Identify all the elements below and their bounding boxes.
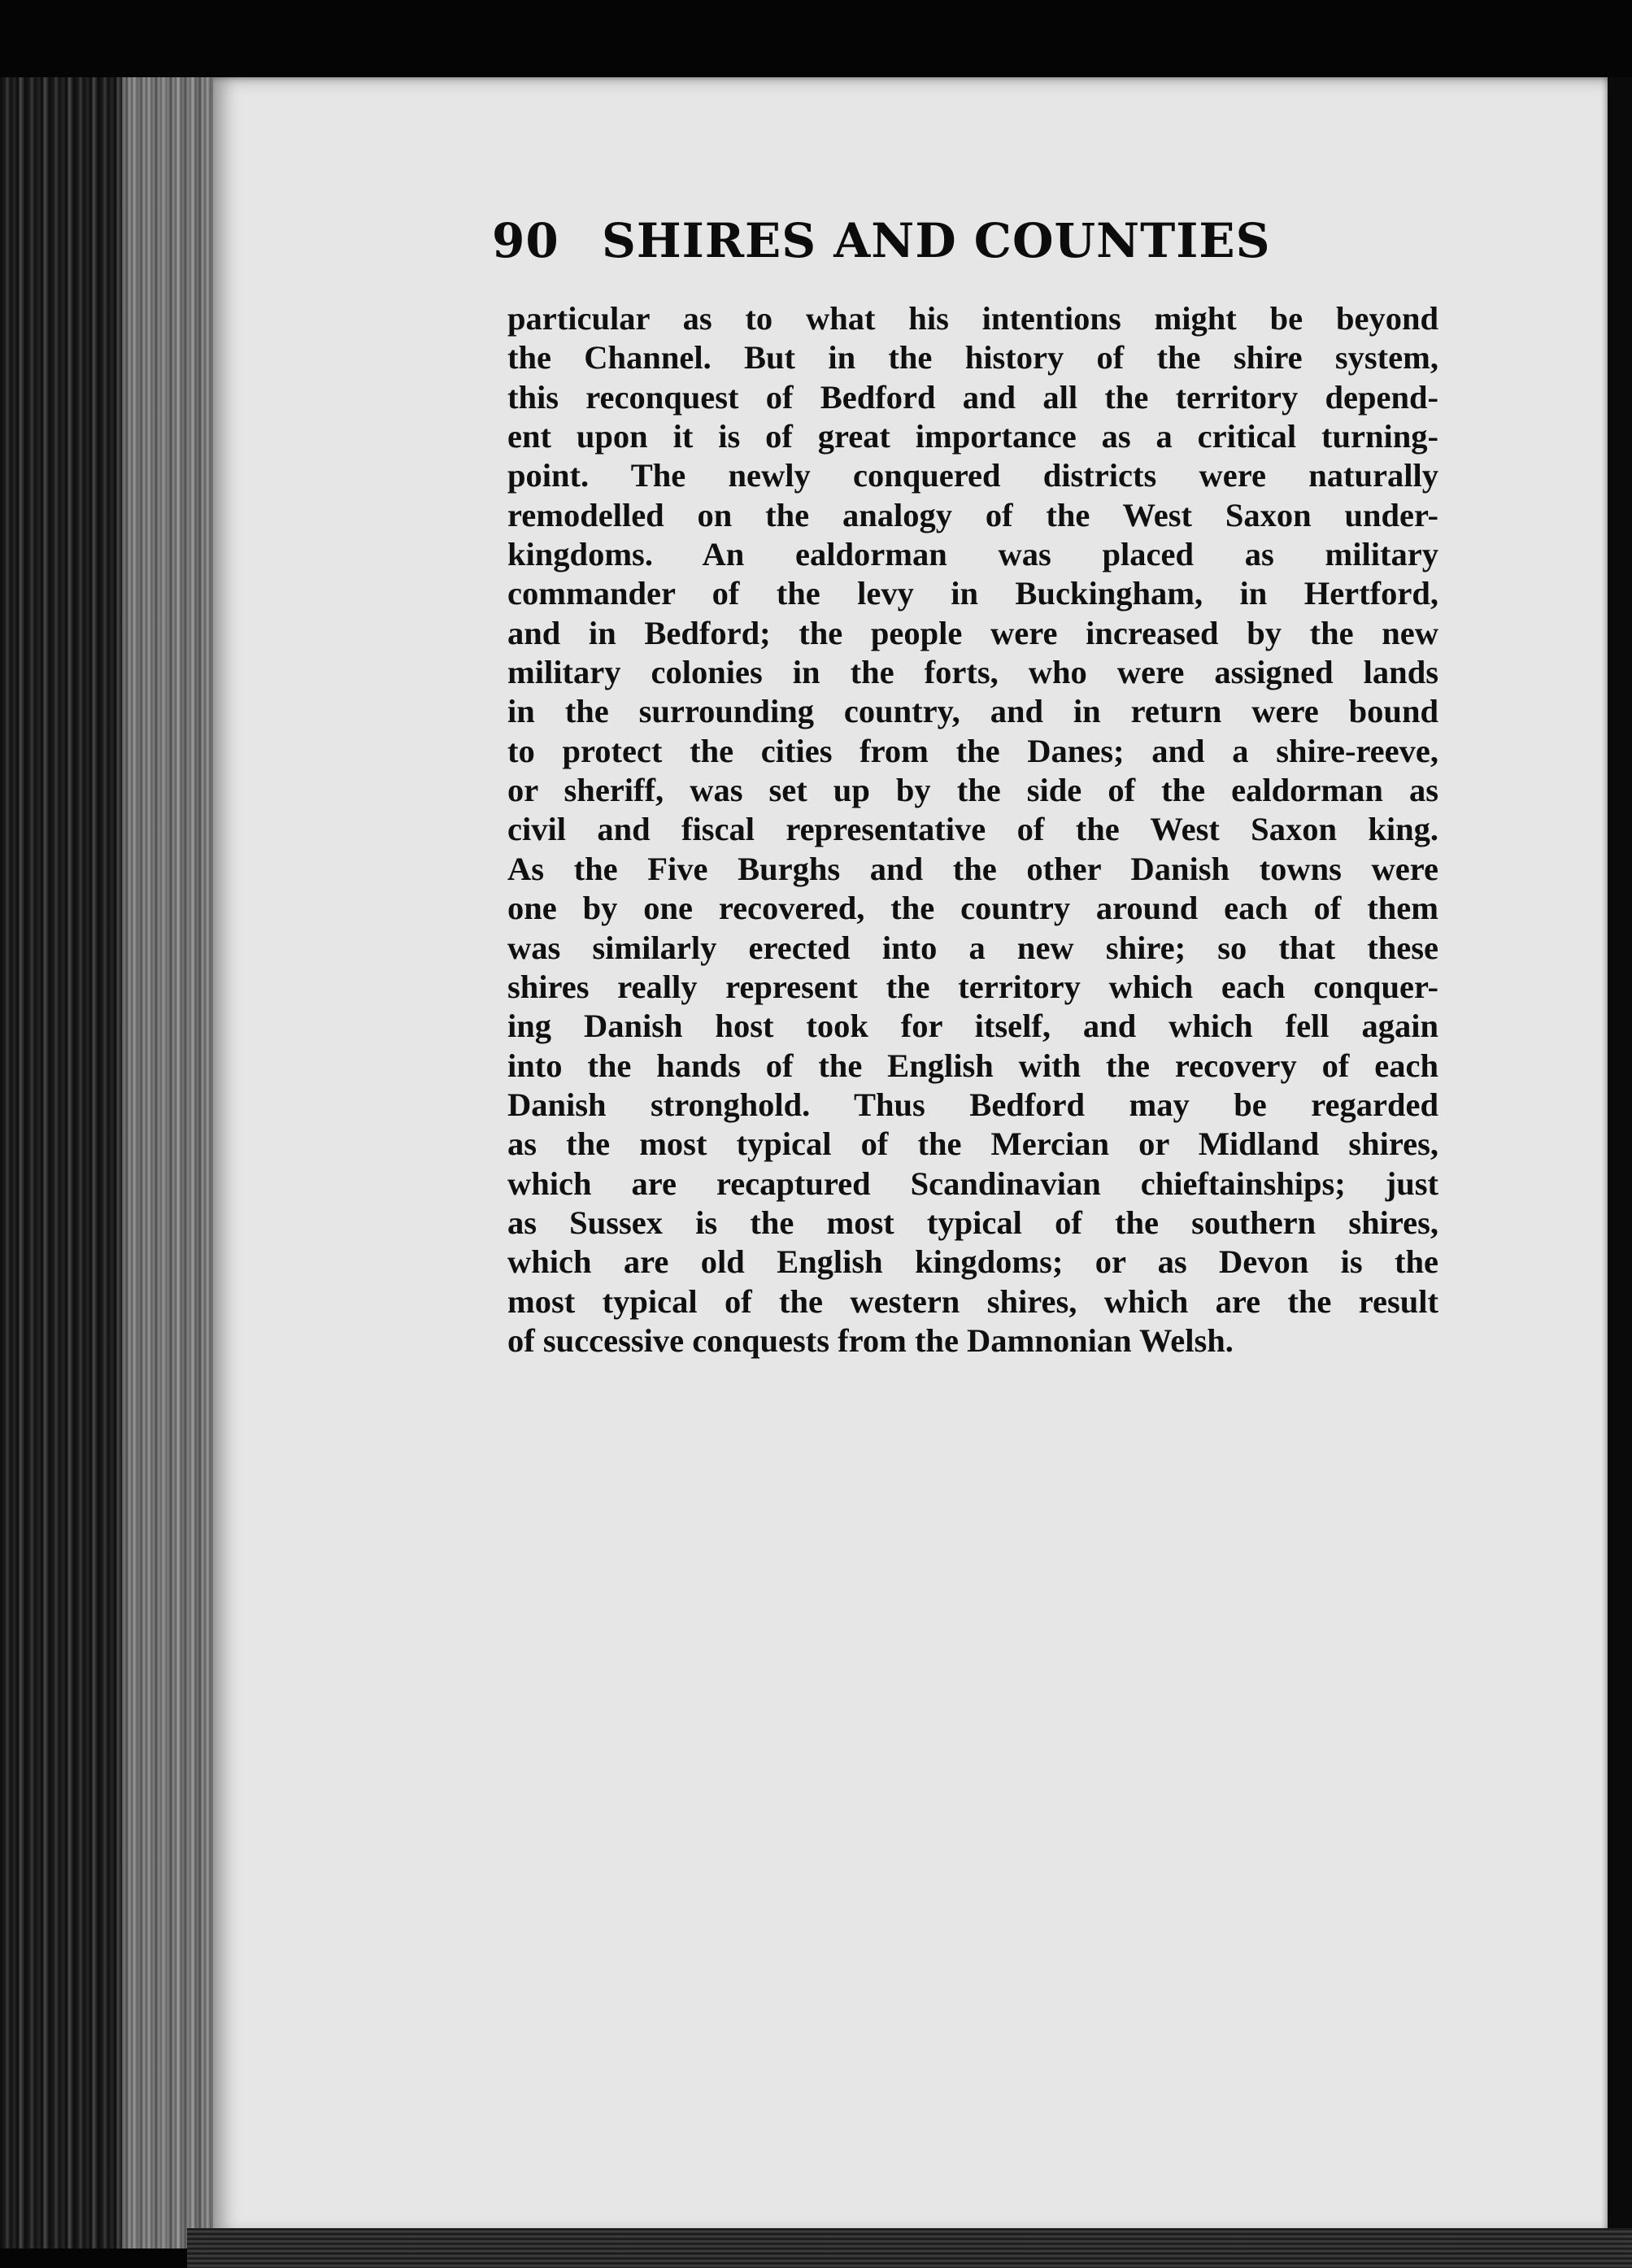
text-line: and in Bedford; the people were increased by the new (507, 614, 1438, 651)
text-line: remodelled on the analogy of the West Saxon under- (507, 496, 1438, 533)
text-line: to protect the cities from the Danes; and a shire-reeve, (507, 732, 1438, 769)
text-line: or sheriff, was set up by the side of the ealdorman as (507, 772, 1438, 809)
text-line: As the Five Burghs and the other Danish towns were (507, 850, 1438, 887)
text-line: which are recaptured Scandinavian chieftainships; just (507, 1164, 1438, 1202)
text-line: shires really represent the territory which each conquer- (507, 968, 1438, 1005)
text-line: military colonies in the forts, who were assigned lands (507, 654, 1438, 691)
text-line: ing Danish host took for itself, and which fell again (507, 1008, 1438, 1045)
text-line: was similarly erected into a new shire; so that these (507, 929, 1438, 966)
running-head (492, 213, 1313, 268)
text-line: as Sussex is the most typical of the southern shires, (507, 1204, 1438, 1241)
text-line: point. The newly conquered districts were naturally (507, 457, 1438, 494)
book-spine-edge (0, 77, 220, 2248)
running-head-title: SHIRES AND COUNTIES (602, 213, 1271, 268)
text-line: ent upon it is of great importance as a critical turning- (507, 418, 1438, 455)
text-line: kingdoms. An ealdorman was placed as military (507, 536, 1438, 573)
text-line: which are old English kingdoms; or as Devon is the (507, 1243, 1438, 1281)
text-line: one by one recovered, the country around each of them (507, 890, 1438, 927)
text-line: civil and fiscal representative of the West Saxon king. (507, 811, 1438, 848)
page-bottom-edge (187, 2228, 1632, 2268)
text-line: this reconquest of Bedford and all the territory depend- (507, 378, 1438, 416)
text-line: most typical of the western shires, which are the result (507, 1282, 1438, 1320)
page-number: 90 (492, 213, 559, 268)
text-line: the Channel. But in the history of the shire system, (507, 339, 1438, 377)
text-line: of successive conquests from the Damnonian Welsh. (507, 1321, 1234, 1359)
text-line: commander of the levy in Buckingham, in Hertford, (507, 575, 1438, 612)
body-paragraph (507, 299, 1438, 1360)
text-line: Danish stronghold. Thus Bedford may be regarded (507, 1086, 1438, 1123)
page-fore-edge (1608, 77, 1632, 2257)
text-line: as the most typical of the Mercian or Midland shires, (507, 1125, 1438, 1163)
text-line: in the surrounding country, and in return were bound (507, 693, 1438, 730)
text-line: into the hands of the English with the recovery of each (507, 1047, 1438, 1084)
text-line: particular as to what his intentions might be beyond (507, 300, 1438, 337)
